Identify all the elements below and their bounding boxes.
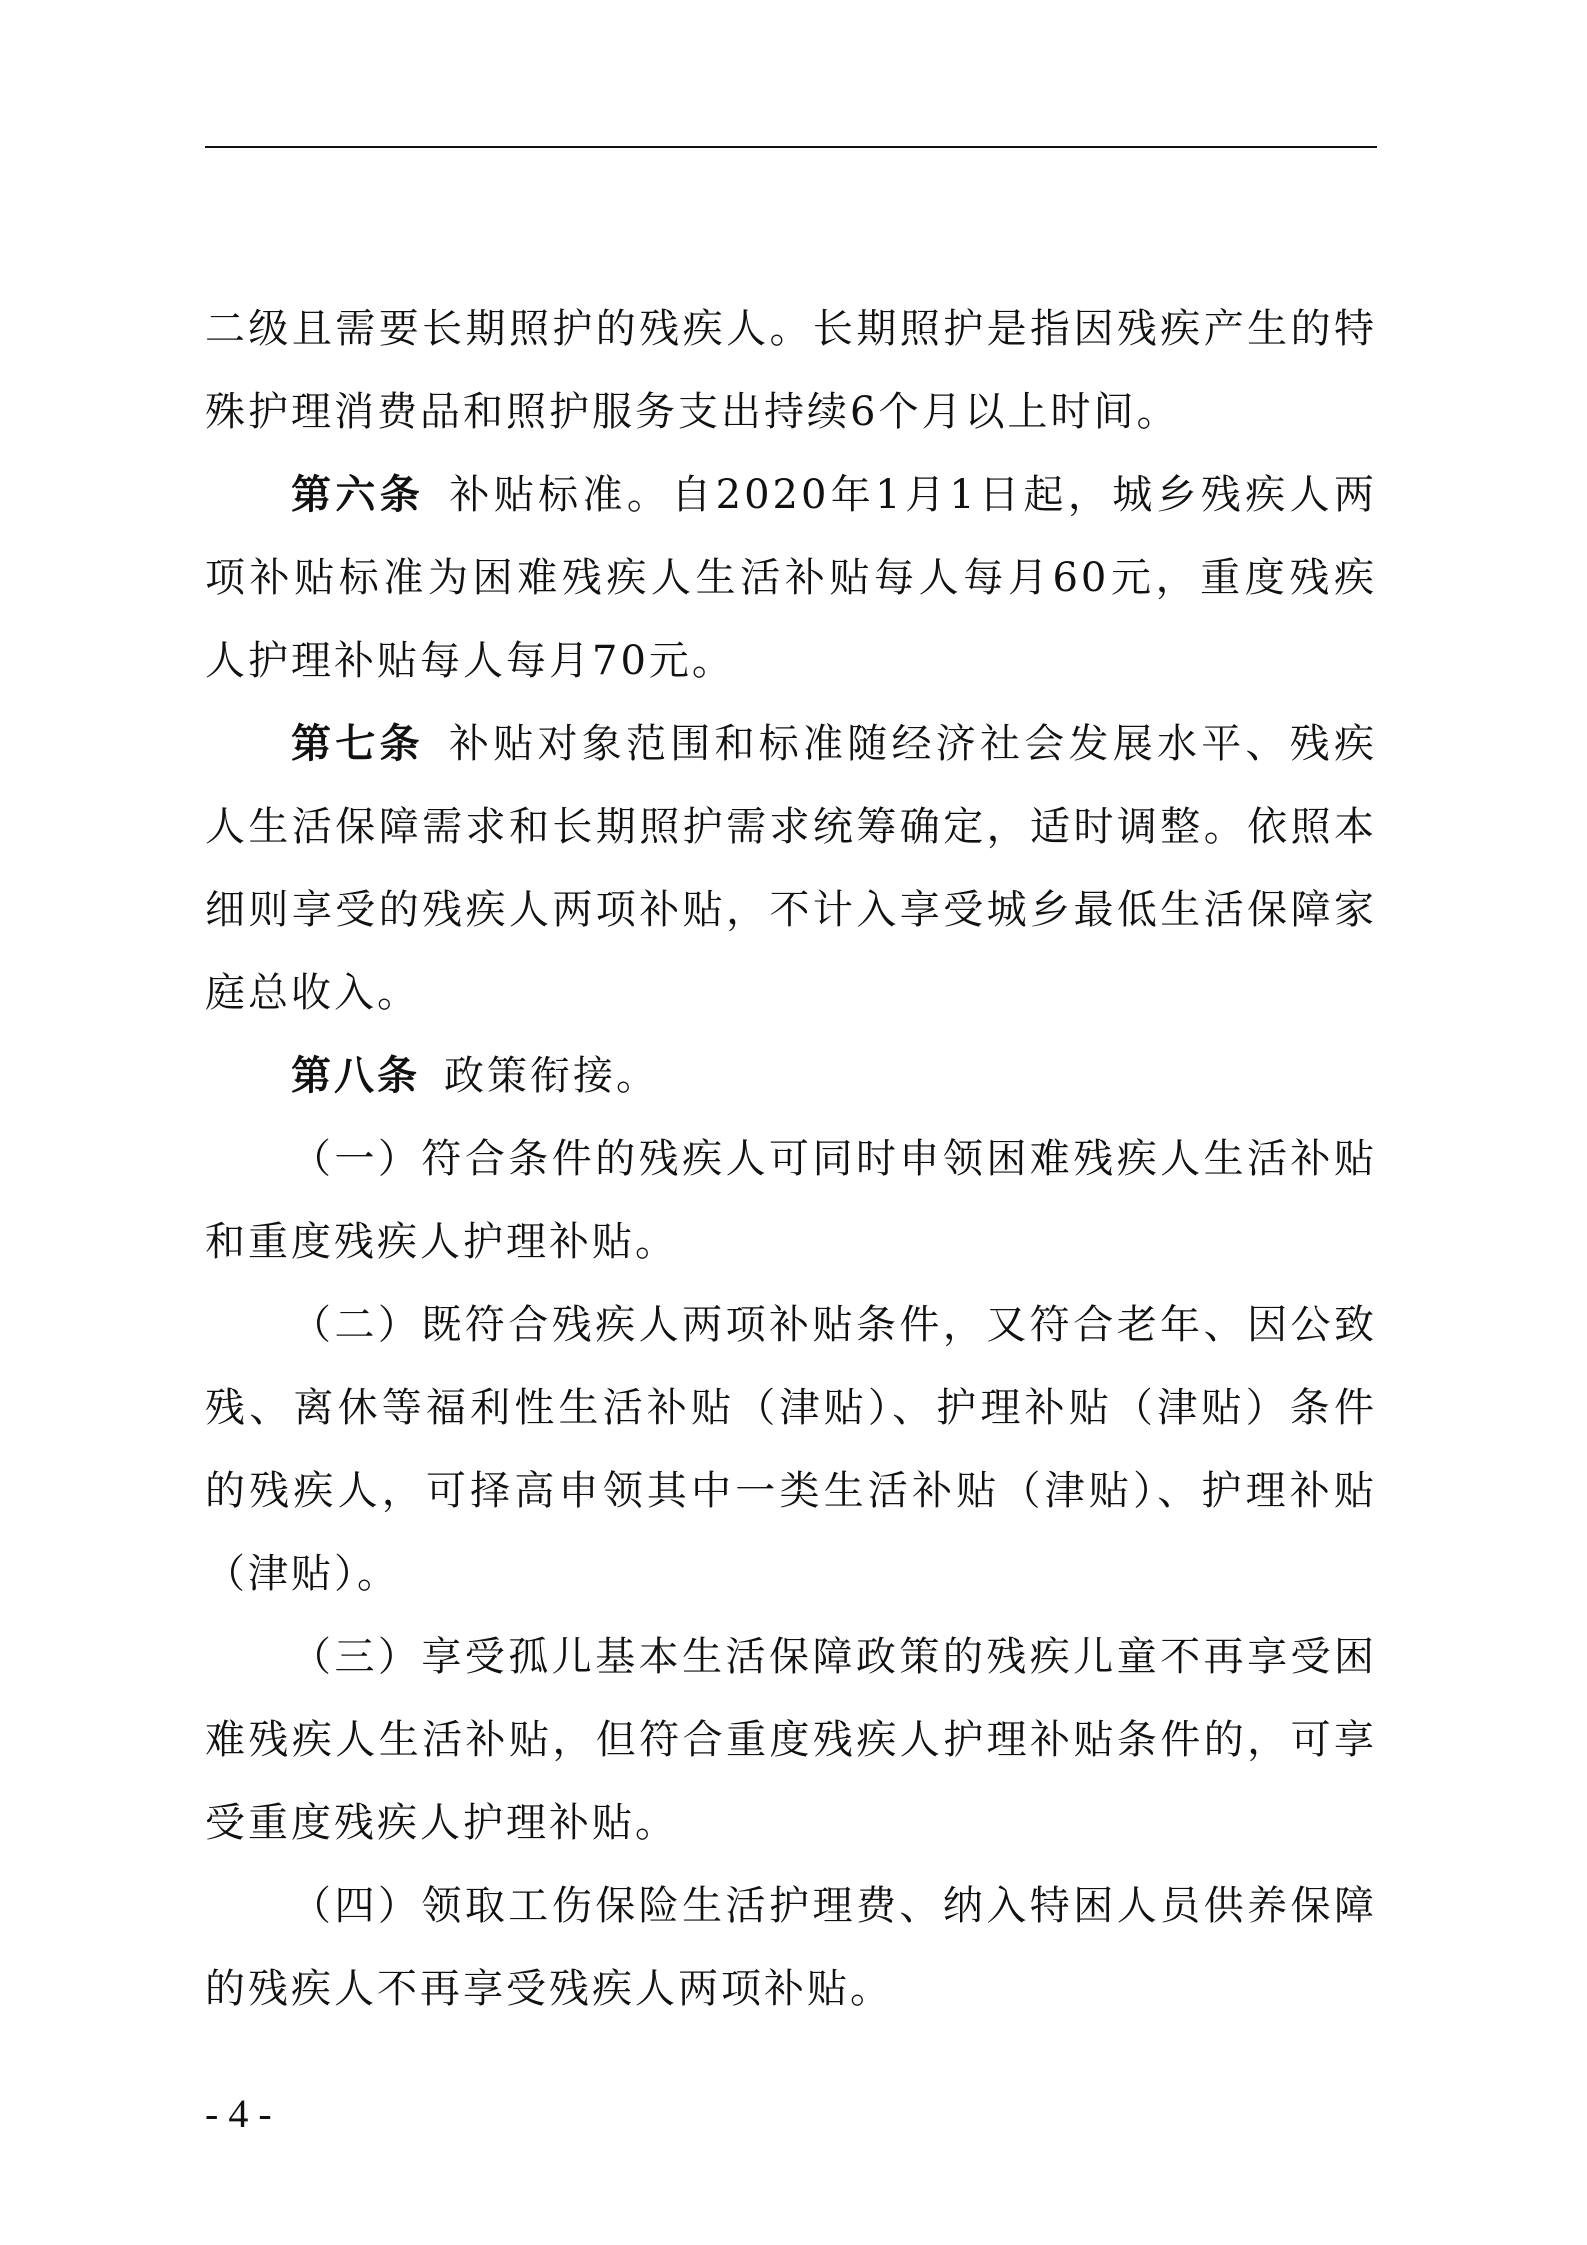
paragraph-continuation: [205, 288, 1377, 454]
paragraph-text: 政策衔接。: [444, 1053, 659, 1099]
paragraph-item-4: [205, 1865, 1377, 2031]
paragraph-item-2: [205, 1284, 1377, 1616]
paragraph-text: （四）领取工伤保险生活护理费、纳入特困人员供养保障的残疾人不再享受残疾人两项补贴。: [205, 1883, 1377, 2012]
paragraph-text: 二级且需要长期照护的残疾人。长期照护是指因残疾产生的特殊护理消费品和照护服务支出持续6个月以上时间。: [205, 306, 1377, 435]
paragraph-article-7: [205, 703, 1377, 1035]
paragraph-article-8: [205, 1035, 1377, 1118]
paragraph-text: 补贴对象范围和标准随经济社会发展水平、残疾人生活保障需求和长期照护需求统筹确定，适时调整。依照本细则享受的残疾人两项补贴，不计入享受城乡最低生活保障家庭总收入。: [205, 721, 1377, 1016]
article-title: 第七条: [291, 721, 424, 767]
paragraph-text: （一）符合条件的残疾人可同时申领困难残疾人生活补贴和重度残疾人护理补贴。: [205, 1136, 1377, 1265]
page-number: - 4 -: [205, 2091, 272, 2136]
paragraph-text: （三）享受孤儿基本生活保障政策的残疾儿童不再享受困难残疾人生活补贴，但符合重度残疾人护理补贴条件的，可享受重度残疾人护理补贴。: [205, 1634, 1377, 1846]
article-title: 第八条: [291, 1053, 420, 1099]
paragraph-item-3: [205, 1616, 1377, 1865]
paragraph-item-1: [205, 1118, 1377, 1284]
document-body: [205, 288, 1377, 2031]
paragraph-text: 补贴标准。自2020年1月1日起，城乡残疾人两项补贴标准为困难残疾人生活补贴每人每月60元，重度残疾人护理补贴每人每月70元。: [205, 472, 1378, 684]
article-title: 第六条: [291, 472, 425, 518]
paragraph-article-6: [205, 454, 1377, 703]
paragraph-text: （二）既符合残疾人两项补贴条件，又符合老年、因公致残、离休等福利性生活补贴（津贴）、护理补贴（津贴）条件的残疾人，可择高申领其中一类生活补贴（津贴）、护理补贴（津贴）。: [205, 1302, 1377, 1597]
header-rule: [205, 146, 1377, 148]
